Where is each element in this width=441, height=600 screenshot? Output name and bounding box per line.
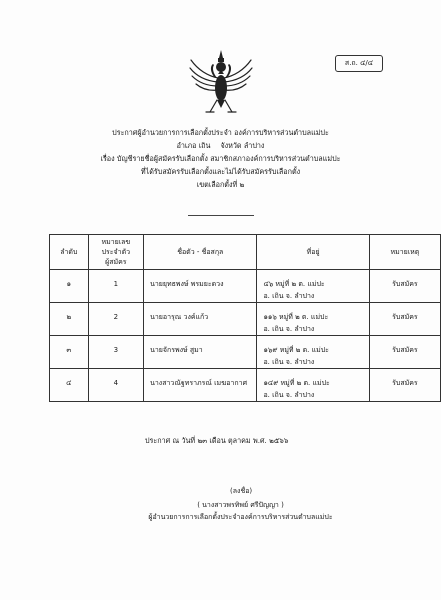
header-number-line-3: ผู้สมัคร — [105, 258, 127, 266]
heading-subject: เรื่อง บัญชีรายชื่อผู้สมัครรับเลือกตั้ง สมาชิกสภาองค์การบริหารส่วนตำบลแม่ปะ — [100, 154, 341, 163]
heading-line-4: ที่ได้รับสมัครรับเลือกตั้งและไม่ได้รับสมัครรับเลือกตั้ง — [140, 167, 301, 176]
row-remark: รับสมัคร — [392, 313, 418, 321]
table-row — [50, 303, 441, 336]
header-number-line-1: หมายเลข — [101, 238, 131, 246]
heading-line-2 — [0, 140, 441, 151]
row-address-line-1: ๔๖ หมู่ที่ ๒ ต. แม่ปะ — [263, 280, 325, 288]
row-name: นายอารุณ วงค์แก้ว — [150, 313, 209, 321]
row-remark: รับสมัคร — [392, 346, 418, 354]
table-row — [50, 336, 441, 369]
header-order: ลำดับ — [50, 235, 89, 270]
header-address: ที่อยู่ — [257, 235, 369, 270]
header-remark: หมายเหตุ — [369, 235, 440, 270]
row-number: 4 — [113, 379, 119, 387]
row-order: ๔ — [66, 379, 72, 387]
table-row — [50, 369, 441, 402]
signatory-name: ( นางสาวพรทิพย์ ศรีปัญญา ) — [197, 501, 284, 509]
row-number: 1 — [113, 280, 119, 288]
row-number: 3 — [113, 346, 119, 354]
row-name: นางสาวณัฐทราภรณ์ เมฆอากาศ — [150, 379, 248, 387]
row-order: ๑ — [66, 280, 72, 288]
row-address-line-2: อ. เถิน จ. ลำปาง — [263, 391, 315, 399]
row-number: 2 — [113, 313, 119, 321]
row-order: ๓ — [66, 346, 72, 354]
heading-divider — [188, 215, 254, 216]
announcement-date: ประกาศ ณ วันที่ ๒๓ เดือน ตุลาคม พ.ศ. ๒๕๖๖ — [145, 436, 289, 445]
row-remark: รับสมัคร — [392, 379, 418, 387]
garuda-emblem-icon — [188, 48, 254, 120]
heading-line-1: ประกาศผู้อำนวยการการเลือกตั้งประจำ องค์การบริหารส่วนตำบลแม่ปะ — [112, 128, 329, 137]
table-header-row — [50, 235, 441, 270]
row-name: นายจักรพงษ์ สูมา — [150, 346, 203, 354]
row-address-line-1: ๑๑๖ หมู่ที่ ๒ ต. แม่ปะ — [263, 313, 329, 321]
signatory-role: ผู้อำนวยการการเลือกตั้งประจำองค์การบริหารส่วนตำบลแม่ปะ — [148, 513, 333, 521]
heading-amphoe: อำเภอ เถิน — [176, 141, 211, 150]
table-row — [50, 270, 441, 303]
row-address-line-2: อ. เถิน จ. ลำปาง — [263, 325, 315, 333]
row-address-line-1: ๑๖๙ หมู่ที่ ๒ ต. แม่ปะ — [263, 346, 329, 354]
signature-label: (ลงชื่อ) — [230, 487, 253, 495]
heading-province: จังหวัด ลำปาง — [220, 141, 265, 150]
header-name: ชื่อตัว - ชื่อสกุล — [144, 235, 257, 270]
row-address-line-1: ๑๔๙ หมู่ที่ ๒ ต. แม่ปะ — [263, 379, 330, 387]
row-address-line-2: อ. เถิน จ. ลำปาง — [263, 358, 315, 366]
candidate-table — [49, 234, 441, 402]
row-address-line-2: อ. เถิน จ. ลำปาง — [263, 292, 315, 300]
header-number-line-2: ประจำตัว — [101, 248, 131, 256]
heading-district: เขตเลือกตั้งที่ ๒ — [196, 180, 245, 189]
form-code-box: ส.ถ. ๔/๔ — [335, 55, 383, 72]
row-remark: รับสมัคร — [392, 280, 418, 288]
row-order: ๒ — [66, 313, 72, 321]
row-name: นายยุทธพงษ์ พรมยะดวง — [150, 280, 224, 288]
header-number — [88, 235, 143, 270]
